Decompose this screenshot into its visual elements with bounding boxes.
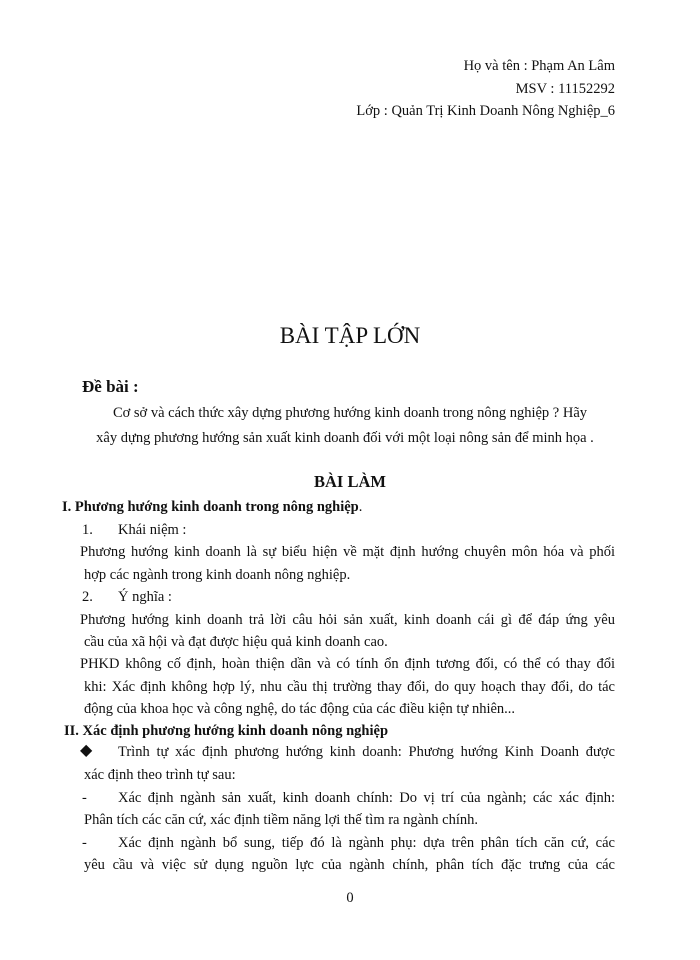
paragraph-line: Phương hướng kinh doanh trả lời câu hỏi sản xuất, kinh doanh cái gì để đáp ứng yêu	[80, 612, 615, 628]
diamond-bullet-icon: ◆	[80, 742, 93, 759]
item-2-label: Ý nghĩa :	[118, 589, 172, 605]
dash-marker: -	[82, 790, 87, 806]
item-2-number: 2.	[82, 589, 93, 605]
item-1-label: Khái niệm :	[118, 522, 187, 538]
paragraph-line: Xác định ngành bổ sung, tiếp đó là ngành phụ: dựa trên phân tích căn cứ, các	[118, 835, 615, 851]
paragraph-line: hợp các ngành trong kinh doanh nông nghiệp.	[84, 567, 351, 583]
paragraph-line: Phương hướng kinh doanh là sự biểu hiện về mặt định hướng chuyên môn hóa và phối	[80, 544, 615, 560]
assignment-heading: Đề bài :	[82, 377, 139, 396]
section-1-heading	[62, 498, 362, 516]
section-2-heading: II. Xác định phương hướng kinh doanh nông nghiệp	[64, 723, 389, 739]
paragraph-line: Trình tự xác định phương hướng kinh doanh: Phương hướng Kinh Doanh được	[118, 744, 615, 760]
dash-marker: -	[82, 835, 87, 851]
paragraph-line: yêu cầu và việc sử dụng nguồn lực của ngành chính, phân tích đặc trưng của các	[84, 857, 615, 873]
paragraph-line: Phân tích các căn cứ, xác định tiềm năng lợi thế tìm ra ngành chính.	[84, 812, 479, 828]
page-number: 0	[346, 890, 354, 906]
answer-heading: BÀI LÀM	[314, 472, 386, 491]
student-name: Họ và tên : Phạm An Lâm	[463, 58, 615, 74]
section-1-heading-suffix: .	[358, 499, 363, 515]
paragraph-line: xác định theo trình tự sau:	[84, 767, 236, 783]
document-title: BÀI TẬP LỚN	[279, 323, 421, 348]
paragraph-line: PHKD không cố định, hoàn thiện dần và có tính ổn định tương đối, có thể có thay đổi	[80, 656, 615, 672]
assignment-line: xây dựng phương hướng sản xuất kinh doanh đối với một loại nông sản để minh họa .	[96, 430, 594, 446]
paragraph-line: cầu của xã hội và đạt được hiệu quả kinh doanh cao.	[84, 634, 388, 650]
section-1-heading-text: I. Phương hướng kinh doanh trong nông nghiệp	[62, 499, 359, 515]
student-id: MSV : 11152292	[515, 81, 615, 97]
item-1-number: 1.	[82, 522, 93, 538]
paragraph-line: động của khoa học và công nghệ, do tác động của các điều kiện tự nhiên...	[84, 701, 516, 717]
paragraph-line: khi: Xác định không hợp lý, nhu cầu thị trường thay đổi, do quy hoạch thay đổi, do tác	[84, 679, 615, 695]
paragraph-line: Xác định ngành sản xuất, kinh doanh chính: Do vị trí của ngành; các xác định:	[118, 790, 615, 806]
assignment-line: Cơ sở và cách thức xây dựng phương hướng kinh doanh trong nông nghiệp ? Hãy	[112, 405, 588, 421]
student-class: Lớp : Quản Trị Kinh Doanh Nông Nghiệp_6	[356, 103, 615, 119]
